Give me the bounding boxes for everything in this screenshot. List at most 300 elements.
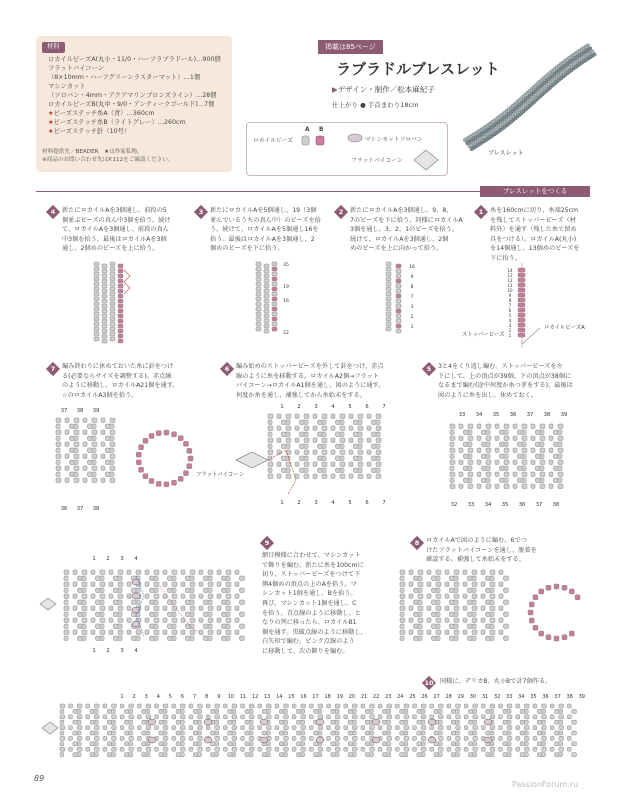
bead <box>490 618 495 623</box>
bead <box>92 424 96 429</box>
bead <box>226 618 231 623</box>
bead <box>284 731 288 735</box>
bead <box>301 704 306 708</box>
bead <box>180 704 185 708</box>
bead <box>264 279 269 283</box>
bead <box>56 436 60 441</box>
bead <box>110 332 115 336</box>
bead <box>217 606 221 611</box>
bead <box>427 606 431 611</box>
bead <box>486 454 490 459</box>
diagram-number: 6 <box>365 404 369 410</box>
bead <box>490 630 495 635</box>
bead <box>102 284 107 288</box>
bead <box>301 731 305 735</box>
bead <box>456 720 460 724</box>
bead <box>249 709 253 713</box>
bead <box>264 304 269 308</box>
bead <box>188 456 193 461</box>
bead <box>106 448 111 453</box>
bead <box>91 618 95 623</box>
bead <box>396 264 401 268</box>
bead <box>318 753 322 757</box>
bead <box>102 319 107 323</box>
bead <box>268 444 272 449</box>
bead <box>540 430 544 435</box>
bead <box>286 474 291 479</box>
bead <box>418 618 423 623</box>
bead <box>73 709 78 713</box>
bead <box>555 753 560 757</box>
bead <box>129 742 133 746</box>
diagram-number: 30 <box>469 694 477 700</box>
bead <box>486 424 491 429</box>
bead <box>154 630 159 635</box>
bead <box>477 484 481 489</box>
bead <box>558 472 563 477</box>
bead <box>400 742 405 746</box>
step-text-line: 個めのビーズを下に拾う。 <box>210 245 284 253</box>
bead <box>136 630 141 635</box>
bead <box>272 267 277 271</box>
bead <box>450 472 455 477</box>
bead <box>445 582 449 587</box>
bead <box>172 636 176 641</box>
bead <box>318 456 323 461</box>
bead <box>112 753 116 757</box>
diagram-number: 4 <box>134 556 138 562</box>
bead <box>241 747 245 751</box>
bead <box>459 472 463 477</box>
bead <box>83 454 87 459</box>
step-text-line: 確認する。補強して糸始末をする。 <box>426 556 525 564</box>
bead <box>73 570 77 575</box>
diagram-number: 36 <box>518 502 526 508</box>
diagram-number: 18 <box>324 694 331 700</box>
bead <box>472 594 477 599</box>
bead <box>146 726 151 730</box>
bead <box>386 322 391 326</box>
bead <box>436 612 440 617</box>
bead <box>558 484 563 489</box>
bead <box>100 588 104 593</box>
bead <box>180 742 184 746</box>
diagram-number: 2 <box>410 315 414 320</box>
bead <box>542 720 546 724</box>
bead <box>322 420 326 425</box>
bead <box>226 570 231 575</box>
bead <box>215 753 219 757</box>
step-text-line: 側4個めの頂点の上のAを拾う。マ <box>262 580 357 588</box>
diagram-number: 6 <box>180 694 185 700</box>
bead <box>486 731 491 735</box>
diagram-number: 37 <box>554 694 561 700</box>
step-3-text <box>210 206 321 254</box>
bead <box>318 709 322 713</box>
bead <box>146 747 151 751</box>
bead <box>395 726 399 730</box>
step-text-line: 同様に、デリカB、丸小Bで計7個作る。 <box>440 678 552 685</box>
bead <box>204 588 209 593</box>
bead <box>163 747 168 751</box>
bead <box>318 468 323 473</box>
bead <box>82 612 86 617</box>
bead <box>516 715 520 719</box>
bead <box>96 576 101 581</box>
designer-credit <box>332 84 435 95</box>
bead <box>208 624 212 629</box>
bead <box>396 314 401 318</box>
bead <box>198 720 202 724</box>
diagram-number: 1 <box>92 556 96 562</box>
bead <box>354 432 359 437</box>
bead <box>235 630 239 635</box>
bead <box>540 484 545 489</box>
diagram-number: 9 <box>508 293 512 298</box>
bead <box>518 313 525 317</box>
bead <box>516 736 520 740</box>
bead <box>522 442 526 447</box>
bead <box>101 430 105 435</box>
bead <box>198 715 203 719</box>
bead <box>344 736 348 740</box>
bead <box>264 274 269 278</box>
bead <box>559 709 563 713</box>
bead <box>335 731 339 735</box>
bead <box>206 726 210 730</box>
bead <box>490 726 495 730</box>
bead <box>94 292 99 296</box>
step-7-text <box>62 362 179 400</box>
material-line: ロカイルビーズA(丸小・11/0・ハーフラブラドール)…900個 <box>48 56 221 63</box>
bead <box>331 462 335 467</box>
step-4-text <box>62 206 171 254</box>
bead <box>180 736 185 740</box>
bead <box>190 630 195 635</box>
bead <box>258 715 262 719</box>
bead <box>102 289 107 293</box>
bead <box>518 273 525 277</box>
bead <box>64 594 69 599</box>
bead <box>217 582 221 587</box>
bead <box>486 576 491 581</box>
diagram-number: 11 <box>239 694 247 700</box>
bead <box>284 715 289 719</box>
bead <box>215 742 219 746</box>
star-icon: ★ <box>48 127 54 135</box>
bead <box>313 474 317 479</box>
bead <box>186 576 191 581</box>
bead <box>490 704 495 708</box>
bead <box>555 720 560 724</box>
bead <box>139 445 144 450</box>
bead <box>60 747 65 751</box>
bead <box>86 747 90 751</box>
bead <box>82 588 86 593</box>
bead <box>186 624 191 629</box>
diagram-number: 1 <box>120 694 124 700</box>
bead <box>409 594 413 599</box>
bead <box>262 753 267 757</box>
bead <box>400 618 405 623</box>
bead <box>322 432 326 437</box>
diagram-number: 32 <box>450 502 458 508</box>
bead <box>486 484 491 489</box>
bead <box>215 747 220 751</box>
bead <box>469 753 474 757</box>
bead <box>481 606 485 611</box>
bead <box>522 478 526 483</box>
step-2-text <box>350 206 463 254</box>
bead <box>208 600 212 605</box>
bead <box>92 442 97 447</box>
diagram-number: 39 <box>560 412 568 418</box>
bead <box>256 297 261 301</box>
bead <box>172 570 177 575</box>
bead <box>436 594 441 599</box>
bead <box>418 594 423 599</box>
step-text-line: 編み終わりに休めておいた糸に針をつけ <box>62 363 174 370</box>
bead <box>193 753 198 757</box>
step-text-line: 並んでいるうちの真ん中）のビーズを拾 <box>210 216 321 224</box>
bead <box>256 312 261 316</box>
bead <box>376 426 381 431</box>
bead <box>549 436 553 441</box>
step-number: 6 <box>220 362 234 376</box>
bead <box>102 329 107 333</box>
bead <box>272 312 277 316</box>
bead <box>464 726 468 730</box>
bead <box>91 570 95 575</box>
bead <box>421 747 426 751</box>
machine-cut-bead <box>260 719 268 725</box>
bead <box>554 584 559 589</box>
bead <box>286 444 290 449</box>
bead <box>472 630 477 635</box>
bead <box>110 282 115 286</box>
bead <box>490 753 494 757</box>
bead <box>102 304 107 308</box>
bead <box>136 460 141 465</box>
bead <box>400 731 405 735</box>
bead <box>542 747 547 751</box>
bead <box>554 636 559 641</box>
bead <box>73 720 78 724</box>
bead <box>404 720 408 724</box>
diagram-number: 19 <box>336 694 343 700</box>
diagram-number: 1 <box>280 500 284 506</box>
bead <box>56 478 61 483</box>
bead <box>468 466 472 471</box>
bead <box>127 618 131 623</box>
bead <box>232 747 237 751</box>
bead <box>558 424 563 429</box>
bead <box>370 753 374 757</box>
bead <box>172 576 176 581</box>
bead <box>193 720 198 724</box>
bead <box>524 704 529 708</box>
bead <box>335 736 340 740</box>
bead <box>445 594 449 599</box>
bead <box>513 472 517 477</box>
bead <box>82 576 86 581</box>
bead <box>404 704 409 708</box>
bead <box>400 600 404 605</box>
footnote-line: 材料提供先／BEADER ★は作家私物。 <box>42 149 143 155</box>
diagram-number: 1 <box>410 325 414 330</box>
bead <box>120 726 124 730</box>
bead <box>69 726 73 730</box>
bead <box>92 436 96 441</box>
step-text-line: 網目模様に合わせて、マシンカット <box>262 552 361 559</box>
bead <box>322 414 327 419</box>
bead <box>395 715 399 719</box>
bead <box>481 582 485 587</box>
bead <box>118 264 123 268</box>
bead <box>64 588 68 593</box>
bead <box>256 302 261 306</box>
bead <box>110 262 115 266</box>
bead <box>163 630 167 635</box>
bead-b-icon <box>316 136 324 145</box>
bead <box>495 460 499 465</box>
bead <box>268 420 272 425</box>
diagram-number: 7 <box>508 303 512 308</box>
bead <box>90 731 95 735</box>
bead <box>272 327 277 331</box>
legend-machine-cut-label: マシンカットソロバン <box>365 137 423 143</box>
bead <box>268 438 273 443</box>
bead <box>499 726 503 730</box>
bead <box>438 704 443 708</box>
bead <box>518 442 523 447</box>
bead <box>486 636 491 641</box>
bead <box>365 753 370 757</box>
bead <box>464 704 468 708</box>
bead <box>469 742 474 746</box>
bead <box>245 731 250 735</box>
bead <box>92 478 97 483</box>
bead <box>499 715 503 719</box>
material-line: ★ビーズステッチ糸B（ライトグレー）…260cm <box>48 118 186 126</box>
step-text-line: なるまで編む(途中何度か糸つぎをする)。最後は <box>438 382 573 390</box>
bead <box>70 448 75 453</box>
bead <box>486 442 490 447</box>
bead <box>313 462 317 467</box>
bead <box>387 720 391 724</box>
diagram-number: 34 <box>484 502 492 508</box>
step-text-line: 下に拾う。 <box>490 255 521 263</box>
bead <box>102 269 107 273</box>
bead <box>468 600 473 605</box>
bead <box>550 736 554 740</box>
bead <box>190 570 195 575</box>
bead <box>472 636 476 641</box>
bead <box>504 624 509 629</box>
bead <box>495 424 499 429</box>
bead <box>94 267 99 271</box>
bead <box>163 753 167 757</box>
bead <box>256 322 261 326</box>
bead <box>421 720 425 724</box>
diagram-number: 8 <box>205 694 209 700</box>
bead <box>65 454 69 459</box>
diagram-number: 38 <box>543 412 551 418</box>
step-number: 2 <box>334 205 348 219</box>
bead <box>193 731 198 735</box>
bead <box>495 484 499 489</box>
bead <box>241 704 245 708</box>
bead <box>464 454 469 459</box>
bead <box>450 478 454 483</box>
bead <box>264 329 269 333</box>
diagram-number: 27 <box>433 694 440 700</box>
bead <box>358 462 363 467</box>
bead <box>472 600 476 605</box>
bead <box>171 432 176 437</box>
bead <box>327 747 331 751</box>
bead <box>386 317 391 321</box>
bead <box>155 747 159 751</box>
step-number: 10 <box>422 676 436 690</box>
bead <box>74 442 79 447</box>
bead <box>376 432 380 437</box>
bead <box>567 736 571 740</box>
bead <box>204 600 209 605</box>
bead <box>504 588 509 593</box>
bead <box>335 709 339 713</box>
bead <box>82 624 86 629</box>
bead <box>414 600 419 605</box>
bead <box>554 430 559 435</box>
bead <box>249 753 253 757</box>
bead <box>482 478 487 483</box>
bead <box>137 726 141 730</box>
bead <box>376 450 381 455</box>
bead <box>112 715 117 719</box>
diagram-number: 4 <box>508 318 512 323</box>
bead <box>279 742 284 746</box>
bead <box>537 709 542 713</box>
bead <box>198 726 203 730</box>
bead <box>163 720 167 724</box>
bead <box>282 432 287 437</box>
bead <box>313 438 317 443</box>
step-text-line: シンカット1個を通し、Bを拾う。 <box>262 590 357 598</box>
bicone-label: フラットバイコーン <box>196 472 244 478</box>
bead <box>56 472 60 477</box>
bead <box>421 709 425 713</box>
bead <box>322 438 327 443</box>
bead <box>107 742 112 746</box>
bead <box>102 279 107 283</box>
bead <box>226 636 230 641</box>
bead <box>145 618 149 623</box>
bead <box>304 438 309 443</box>
bead <box>232 731 236 735</box>
bead <box>468 448 473 453</box>
bead <box>110 430 115 435</box>
bead <box>101 466 105 471</box>
bead <box>300 432 305 437</box>
diagram-number: 13 <box>264 694 271 700</box>
bead <box>445 630 449 635</box>
bead <box>77 709 81 713</box>
bead <box>180 726 185 730</box>
bead <box>358 444 362 449</box>
bead <box>469 709 474 713</box>
bead <box>295 474 299 479</box>
